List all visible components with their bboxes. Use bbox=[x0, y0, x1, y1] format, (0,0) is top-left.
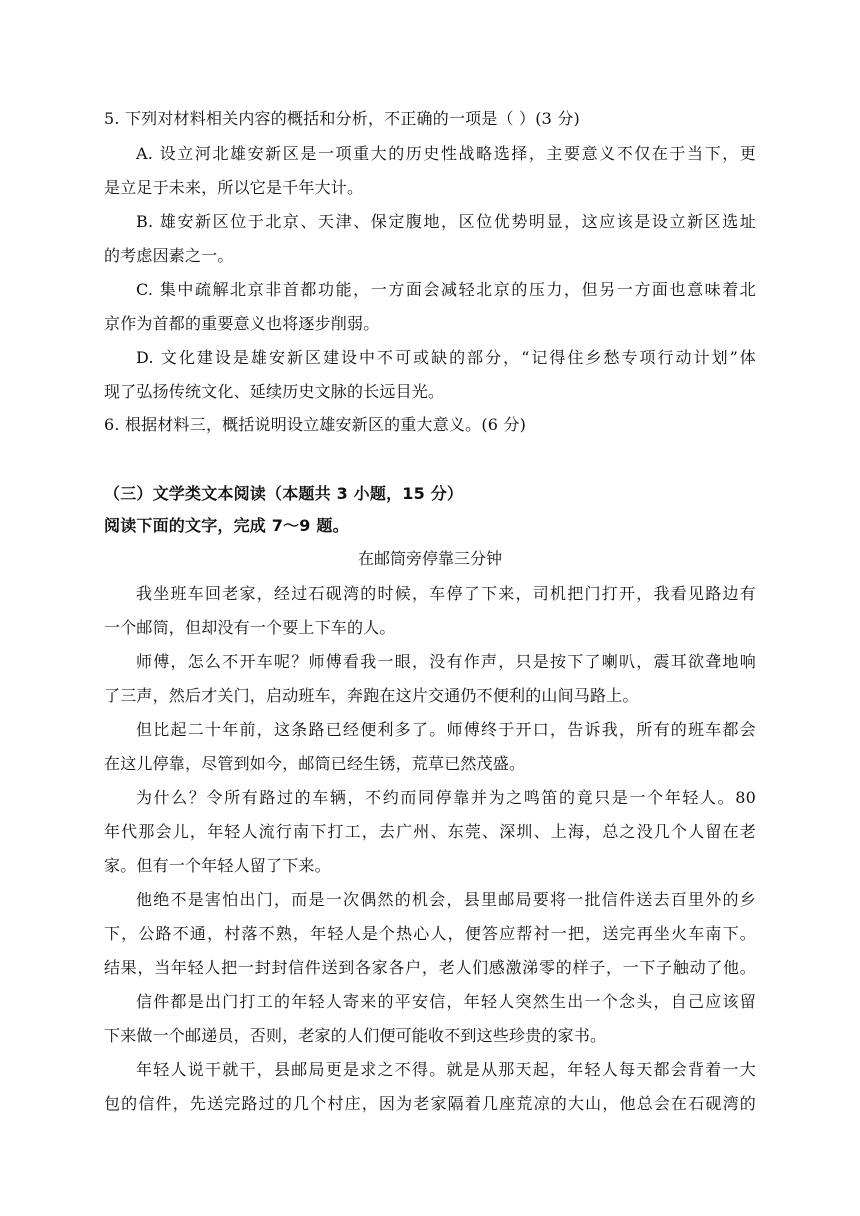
passage-p7-line-2: 包的信件，先送完路过的几个村庄，因为老家隔着几座荒凉的大山，他总会在石砚湾的 bbox=[104, 1094, 756, 1113]
option-d-line-1: D. 文化建设是雄安新区建设中不可或缺的部分，“记得住乡愁专项行动计划”体 bbox=[136, 348, 756, 367]
passage-p4-line-2: 年代那会儿，年轻人流行南下打工，去广州、东莞、深圳、上海，总之没几个人留在老 bbox=[104, 822, 756, 841]
question-6-stem: 6. 根据材料三，概括说明设立雄安新区的重大意义。(6 分) bbox=[104, 415, 527, 434]
passage-p5-line-3: 结果，当年轻人把一封封信件送到各家各户，老人们感激涕零的样子，一下子触动了他。 bbox=[104, 958, 756, 977]
passage-p5-line-2: 下，公路不通，村落不熟，年轻人是个热心人，便答应帮衬一把，送完再坐火车南下。 bbox=[104, 924, 756, 943]
option-d-line-2: 现了弘扬传统文化、延续历史文脉的长远目光。 bbox=[104, 382, 445, 401]
question-5-stem: 5. 下列对材料相关内容的概括和分析，不正确的一项是（ ）(3 分) bbox=[104, 109, 580, 128]
passage-p6-line-2: 下来做一个邮递员，否则，老家的人们便可能收不到这些珍贵的家书。 bbox=[104, 1026, 607, 1045]
passage-p4-line-3: 家。但有一个年轻人留了下来。 bbox=[104, 856, 331, 875]
passage-p1-line-2: 一个邮筒，但却没有一个要上下车的人。 bbox=[104, 618, 396, 637]
option-c-line-2: 京作为首都的重要意义也将逐步削弱。 bbox=[104, 314, 380, 333]
option-a-line-1: A. 设立河北雄安新区是一项重大的历史性战略选择，主要意义不仅在于当下，更 bbox=[136, 144, 756, 163]
passage-p6-line-1: 信件都是出门打工的年轻人寄来的平安信，年轻人突然生出一个念头，自己应该留 bbox=[136, 992, 756, 1011]
section-heading: （三）文学类文本阅读（本题共 3 小题，15 分） bbox=[104, 484, 464, 503]
option-b-line-1: B. 雄安新区位于北京、天津、保定腹地，区位优势明显，这应该是设立新区选址 bbox=[136, 212, 756, 231]
passage-p7-line-1: 年轻人说干就干，县邮局更是求之不得。就是从那天起，年轻人每天都会背着一大 bbox=[136, 1060, 756, 1079]
passage-title: 在邮筒旁停靠三分钟 bbox=[357, 549, 502, 568]
passage-p4-line-1: 为什么？令所有路过的车辆，不约而同停靠并为之鸣笛的竟只是一个年轻人。80 bbox=[136, 788, 756, 807]
option-a-line-2: 是立足于未来，所以它是千年大计。 bbox=[104, 178, 364, 197]
passage-p2-line-1: 师傅，怎么不开车呢？师傅看我一眼，没有作声，只是按下了喇叭，震耳欲聋地响 bbox=[136, 652, 756, 671]
passage-p3-line-2: 在这儿停靠，尽管到如今，邮筒已经生锈，荒草已然茂盛。 bbox=[104, 754, 526, 773]
passage-p1-line-1: 我坐班车回老家，经过石砚湾的时候，车停了下来，司机把门打开，我看见路边有 bbox=[136, 584, 756, 603]
section-instruction: 阅读下面的文字，完成 7～9 题。 bbox=[104, 516, 349, 535]
passage-p5-line-1: 他绝不是害怕出门，而是一次偶然的机会，县里邮局要将一批信件送去百里外的乡 bbox=[136, 890, 756, 909]
option-b-line-2: 的考虑因素之一。 bbox=[104, 246, 234, 265]
passage-p3-line-1: 但比起二十年前，这条路已经便利多了。师傅终于开口，告诉我，所有的班车都会 bbox=[136, 720, 756, 739]
passage-p2-line-2: 了三声，然后才关门，启动班车，奔跑在这片交通仍不便利的山间马路上。 bbox=[104, 686, 639, 705]
option-c-line-1: C. 集中疏解北京非首都功能，一方面会减轻北京的压力，但另一方面也意味着北 bbox=[136, 280, 756, 299]
